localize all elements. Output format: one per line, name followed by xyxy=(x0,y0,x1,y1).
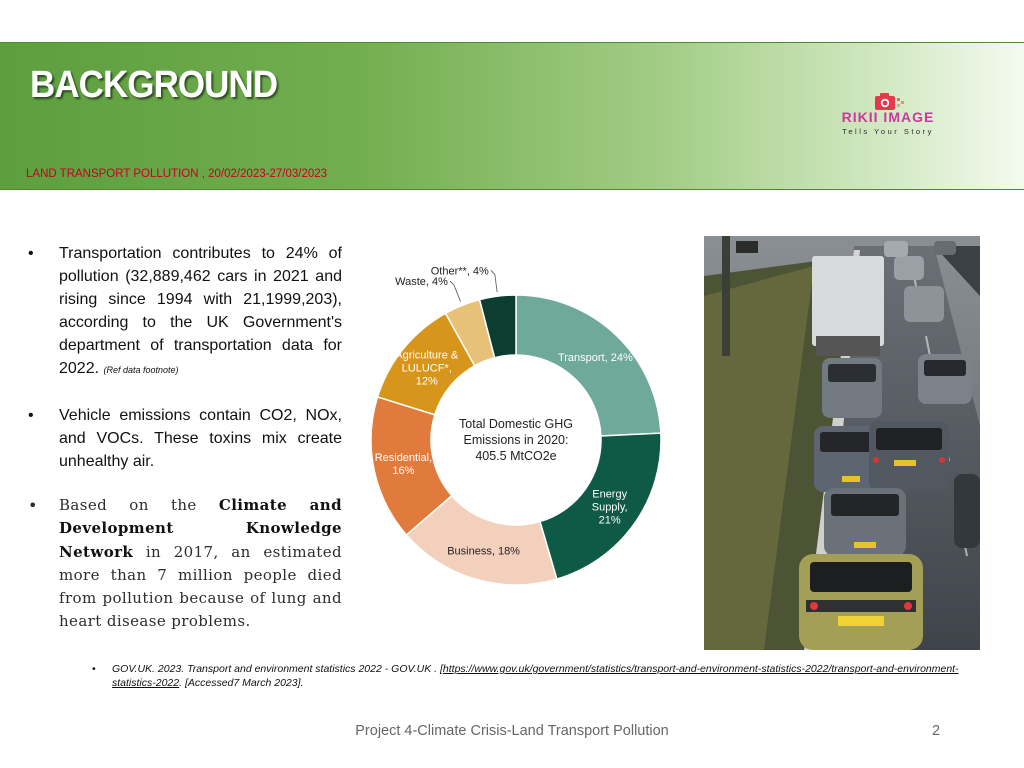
slice-label: Transport, 24% xyxy=(557,351,633,364)
slice-label: Residential, 16% xyxy=(374,452,433,478)
bullet-item-deaths xyxy=(26,494,342,634)
ghg-donut-chart xyxy=(366,262,686,592)
slide-title: BACKGROUND xyxy=(30,64,278,106)
bullet-dot: • xyxy=(28,407,34,424)
donut-slice xyxy=(516,295,661,436)
bullet-text: Vehicle emissions contain CO2, NOx, and VOCs. These toxins mix create unhealthy air. xyxy=(59,407,342,470)
source-name: Climate and Development Knowledge Network xyxy=(59,496,342,561)
footnote-link[interactable]: https://www.gov.uk/government/statistics/transport-and-environment-statistics-2022/transport-and-environment-statistics-2022 xyxy=(112,663,959,689)
label-leader-line xyxy=(491,270,497,292)
page-number: 2 xyxy=(932,723,941,739)
donut-center-label: Total Domestic GHG Emissions in 2020: 405.5 MtCO2e xyxy=(459,417,573,463)
logo-tagline: Tells Your Story xyxy=(842,127,934,136)
reference-note: (Ref data footnote) xyxy=(103,365,179,375)
traffic-photo xyxy=(704,236,980,650)
slice-label: Agriculture & LULUCF*, 12% xyxy=(395,349,459,388)
slide-subtitle: LAND TRANSPORT POLLUTION , 20/02/2023-27/03/2023 xyxy=(26,168,328,180)
slice-label: Business, 18% xyxy=(447,545,520,558)
slice-label: Energy Supply, 21% xyxy=(591,488,628,527)
footnote-accessed: . [Accessed7 March 2023]. xyxy=(179,677,304,689)
bullet-item-transport xyxy=(26,242,342,382)
footnote-text: GOV.UK. 2023. Transport and environment statistics 2022 - GOV.UK . [ xyxy=(112,663,443,675)
logo-text: RIKII IMAGE xyxy=(841,109,935,125)
footnote xyxy=(92,662,984,690)
label-leader-line xyxy=(450,281,461,302)
footer-title: Project 4-Climate Crisis-Land Transport Pollution xyxy=(355,723,669,739)
bullet-text: Based on the xyxy=(59,496,197,514)
slice-label: Waste, 4% xyxy=(395,275,448,288)
bullet-text: in 2017, an estimated more than 7 million people died from pollution because of lung and heart disease problems. xyxy=(59,542,343,631)
bullet-dot: • xyxy=(28,496,38,515)
bullet-item-emissions xyxy=(26,404,342,473)
bullet-list xyxy=(26,242,342,634)
slice-label: Other**, 4% xyxy=(430,265,489,278)
logo xyxy=(824,92,952,140)
footnote-bullet: • xyxy=(92,663,96,675)
bullet-dot: • xyxy=(28,245,34,262)
bullet-text: Transportation contributes to 24% of pollution (32,889,462 cars in 2021 and rising since 1994 with 21,1999,203), according to the UK Government's department of transportation data for 2022. xyxy=(59,245,342,377)
